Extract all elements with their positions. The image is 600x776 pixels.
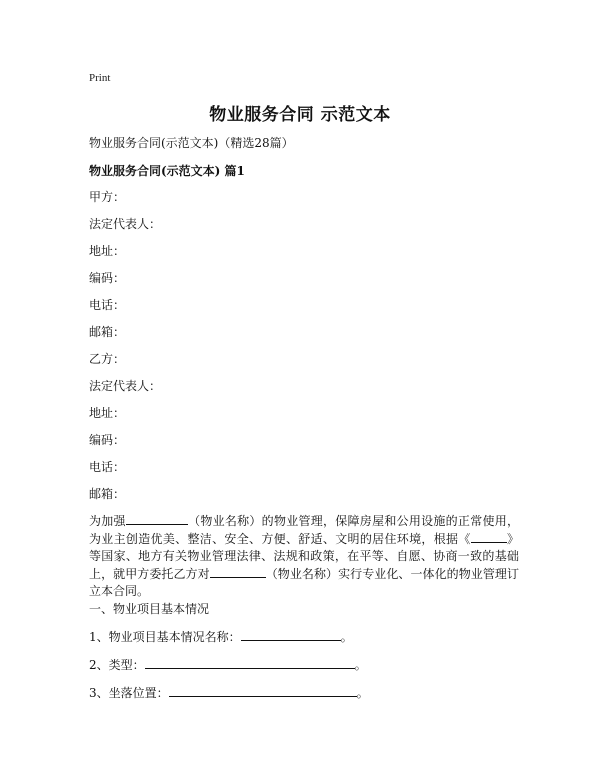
section1-heading: 一、物业项目基本情况 — [89, 602, 210, 616]
intro-text-2: （物业名称）的物业管理，保障房屋和公用设施的正常使用，为业主创造优美、整洁、安全、方便、舒适、文明的居住环境，根据《 — [89, 514, 519, 546]
item2-row — [89, 656, 367, 673]
party-b-email-label: 邮箱： — [89, 487, 126, 501]
intro-text-4: （物业名称）实行专业化、一体化的物业管理订立本合同。 — [89, 567, 519, 598]
regulation-name-blank[interactable] — [471, 530, 507, 543]
intro-text-3: 》等国家、地方有关物业管理法律、法规和政策，在平等、自愿、协商一致的基础上，就甲方委托乙方对 — [89, 532, 519, 581]
print-label[interactable]: Print — [89, 72, 111, 84]
item3-row — [89, 684, 369, 701]
intro-text-1: 为加强 — [89, 514, 126, 528]
party-a-phone-label: 电话： — [89, 298, 126, 312]
item3-label: 3、坐落位置： — [89, 686, 169, 700]
party-b-phone-label: 电话： — [89, 460, 126, 474]
section-heading: 物业服务合同(示范文本) 篇1 — [89, 164, 245, 178]
item2-end-mark: 。 — [354, 658, 367, 672]
item2-label: 2、类型： — [89, 658, 145, 672]
item1-end-mark: 。 — [340, 630, 353, 644]
party-b-label: 乙方： — [89, 352, 126, 366]
party-b-rep-label: 法定代表人： — [89, 379, 162, 393]
property-name-blank[interactable] — [126, 512, 188, 525]
intro-paragraph — [89, 512, 519, 600]
party-a-label: 甲方： — [89, 190, 126, 204]
item1-blank[interactable] — [241, 628, 341, 641]
item3-end-mark: 。 — [356, 686, 369, 700]
document-subtitle: 物业服务合同(示范文本)（精选28篇） — [89, 136, 294, 150]
item2-blank[interactable] — [145, 656, 355, 669]
property-name-blank-2[interactable] — [210, 565, 266, 578]
party-b-address-label: 地址： — [89, 406, 126, 420]
party-a-rep-label: 法定代表人： — [89, 217, 162, 231]
item1-label: 1、物业项目基本情况名称： — [89, 630, 241, 644]
document-title: 物业服务合同 示范文本 — [209, 105, 391, 125]
item3-blank[interactable] — [169, 684, 357, 697]
party-a-postcode-label: 编码： — [89, 271, 126, 285]
item1-row — [89, 628, 353, 645]
party-b-postcode-label: 编码： — [89, 433, 126, 447]
party-a-email-label: 邮箱： — [89, 325, 126, 339]
party-a-address-label: 地址： — [89, 244, 126, 258]
